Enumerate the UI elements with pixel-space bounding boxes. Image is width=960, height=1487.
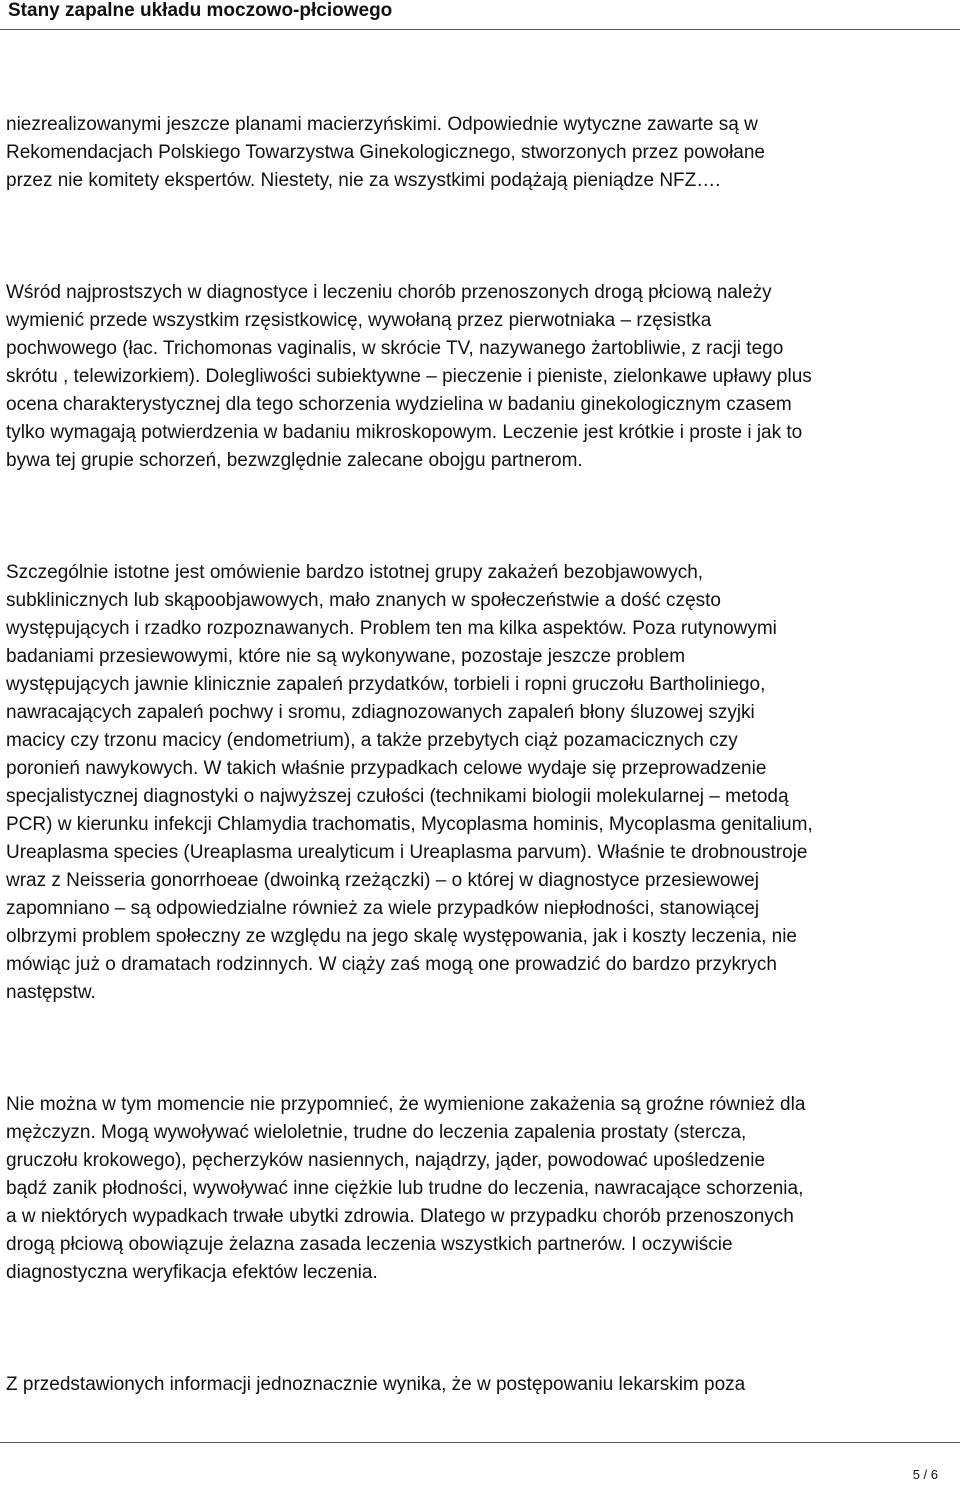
document-body [6,111,956,1399]
header-divider [0,29,960,30]
paragraph-2: Wśród najprostszych w diagnostyce i leczeniu chorób przenoszonych drogą płciową należy wymienić przede wszystkim rzęsistkowicę, wywołaną przez pierwotniaka – rzęsistka pochwowego (łac. Trichomonas vaginalis, w skrócie TV, nazywanego żartobliwie, z racji tego skrótu , telewizorkiem). Dolegliwości subiektywne – pieczenie i pieniste, zielonkawe upławy plus ocena charakterystycznej dla tego schorzenia wydzielina w badaniu ginekologicznym czasem tylko wymagają potwierdzenia w badaniu mikroskopowym. Leczenie jest krótkie i proste i jak to bywa tej grupie schorzeń, bezwzględnie zalecane obojgu partnerom. [6,282,812,471]
page-header-title: Stany zapalne układu moczowo-płciowego [8,0,393,21]
page-number: 5 / 6 [912,1467,938,1482]
paragraph-4: Nie można w tym momencie nie przypomnieć, że wymienione zakażenia są groźne również dla mężczyzn. Mogą wywoływać wieloletnie, trudne do leczenia zapalenia prostaty (stercza, gruczołu krokowego), pęcherzyków nasiennych, najądrzy, jąder, powodować upośledzenie bądź zanik płodności, wywoływać inne ciężkie lub trudne do leczenia, nawracające schorzenia, a w niektórych wypadkach trwałe ubytki zdrowia. Dlatego w przypadku chorób przenoszonych drogą płciową obowiązuje żelazna zasada leczenia wszystkich partnerów. I oczywiście diagnostyczna weryfikacja efektów leczenia. [6,1094,806,1283]
paragraph-3: Szczególnie istotne jest omówienie bardzo istotnej grupy zakażeń bezobjawowych, subklinicznych lub skąpoobjawowych, mało znanych w społeczeństwie a dość często występujących i rzadko rozpoznawanych. Problem ten ma kilka aspektów. Poza rutynowymi badaniami przesiewowymi, które nie są wykonywane, pozostaje jeszcze problem występujących jawnie klinicznie zapaleń przydatków, torbieli i ropni gruczołu Bartholiniego, nawracających zapaleń pochwy i sromu, zdiagnozowanych zapaleń błony śluzowej szyjki macicy czy trzonu macicy (endometrium), a także przebytych ciąż pozamacicznych czy poronień nawykowych. W takich właśnie przypadkach celowe wydaje się przeprowadzenie specjalistycznej diagnostyki o najwyższej czułości (technikami biologii molekularnej – metodą PCR) w kierunku infekcji Chlamydia trachomatis, Mycoplasma hominis, Mycoplasma genitalium, Ureaplasma species (Ureaplasma urealyticum i Ureaplasma parvum). Właśnie te drobnoustroje wraz z Neisseria gonorrhoeae (dwoinką rzeżączki) – o której w diagnostyce przesiewowej zapomniano – są odpowiedzialne również za wiele przypadków niepłodności, stanowiącej olbrzymi problem społeczny ze względu na jego skalę występowania, jak i koszty leczenia, nie mówiąc już o dramatach rodzinnych. W ciąży zaś mogą one prowadzić do bardzo przykrych następstw. [6,562,813,1003]
footer-divider [0,1442,960,1443]
paragraph-1: niezrealizowanymi jeszcze planami macierzyńskimi. Odpowiednie wytyczne zawarte są w Rekomendacjach Polskiego Towarzystwa Ginekologicznego, stworzonych przez powołane przez nie komitety ekspertów. Niestety, nie za wszystkimi podążają pieniądze NFZ…. [6,114,765,191]
paragraph-5: Z przedstawionych informacji jednoznacznie wynika, że w postępowaniu lekarskim poza [6,1374,746,1395]
